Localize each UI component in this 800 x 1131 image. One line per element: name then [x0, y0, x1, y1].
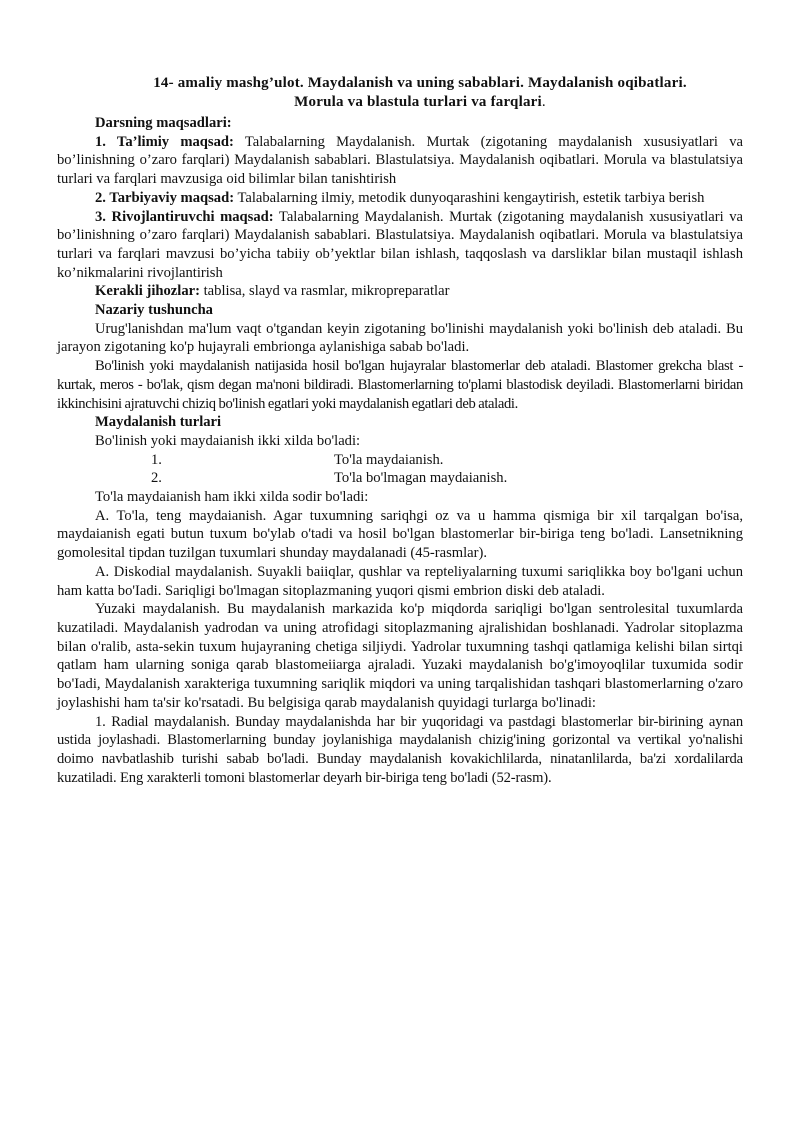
paragraph-radial-cleavage: 1. Radial maydalanish. Bunday maydalanishda har bir yuqoridagi va pastdagi blastomerlar bir-birining aynan ustida joylashadi. Blastomerlarning bunday joylanishiga maydalanish chizig'ining gorizontal va vertikal yo'nalishi doimo navbatlashib turishi sabab bo'ladi. Bunday maydalanish kovakichlilarda, ninatanlilarda, ba'zi xordalilarda kuzatiladi. Eng xarakterli tomoni blastomerlar deyarh bir-biriga teng bo'ladi (52-rasm). [57, 713, 743, 786]
goal-educational-label: 1. Ta’limiy maqsad: [95, 133, 234, 150]
equipment-label: Kerakli jihozlar: [95, 283, 200, 300]
title-line-2-text: Morula va blastula turlari va farqlari [294, 94, 542, 110]
goal-developmental-text: Talabalarning Maydalanish. Murtak (zigotaning maydalanish xususiyatlari va bo’linishning o’zaro farqlari) Maydalanish sabablari. Blastulatsiya. Maydalanish oqibatlari. Morula va blastulatsiya turlari va farqlari mavzusi bo’yicha tabiiy ob’yektlar bilan ishlash, taqqoslash va darsliklar bilan mustaqil ishlash ko’nikmalarini rivojlantirish [57, 208, 743, 281]
goal-upbringing-label: 2. Tarbiyaviy maqsad: [95, 189, 235, 206]
paragraph-superficial-cleavage: Yuzaki maydalanish. Bu maydalanish markazida ko'p miqdorda sariqligi bo'lgan sentrolesital tuxumlarda kuzatiladi. Maydalanish yadrodan va uning atrofidagi sitoplazmaning ajralishidan boshlanadi. Yadrolar sitoplazma bilan o'ralib, asta-sekin tuxum hujayraning chetiga siljiydi. Yadrolar tuxumning tashqi qatlamiga kelishi bilan sirtqi qatlam ham ularning soniga qarab blastomeiiarga ajraladi. Yuzaki maydalanish bo'g'imoyoqlilar tuxumida sodir bo'Iadi, Maydalanish xarakteriga tuxumning sariqlik miqdori va uning tarqalishidan tashqari blastomerlarning o'zaro joylashishi ham ta'sir ko'rsatadi. Bu belgisiga qarab maydalanish quyidagi turlarga bo'linadi: [57, 601, 743, 711]
paragraph-discoidal-cleavage: A. Diskodial maydalanish. Suyakli baiiqlar, qushlar va repteliyalarning tuxumi sariqlikka boy bo'lgani uchun ham katta bo'Iadi. Sariqligi bo'lmagan sitoplazmaning yuqori qismi embrion diski deb ataladi. [57, 563, 743, 599]
list-item-text: To'la bo'lmagan maydaianish. [334, 470, 508, 487]
list-item [57, 469, 743, 488]
types-heading: Maydalanish turlari [95, 414, 222, 431]
list-item-number: 2. [151, 470, 162, 487]
list-item-text: To'la maydaianish. [334, 451, 444, 468]
list-item [57, 451, 743, 470]
types-intro: Bo'linish yoki maydaianish ikki xilda bo'ladi: [95, 432, 361, 449]
theory-heading: Nazariy tushuncha [95, 302, 213, 319]
theory-paragraph-1: Urug'lanishdan ma'lum vaqt o'tgandan keyin zigotaning bo'linishi maydalanish yoki bo'linish deb ataladi. Bu jarayon zigotaning ko'p hujayrali embrionga aylanishiga sabab bo'ladi. [57, 320, 743, 356]
goal-developmental [57, 208, 743, 283]
equipment-text: tablisa, slayd va rasmlar, mikropreparatlar [199, 283, 450, 300]
goal-upbringing [57, 189, 743, 208]
document-title [57, 74, 743, 112]
equipment [57, 282, 743, 301]
title-line-2 [97, 93, 743, 112]
title-line-2-period: . [541, 94, 546, 110]
title-line-1: 14- amaliy mashg’ulot. Maydalanish va uning sabablari. Maydalanish oqibatlari. [153, 75, 687, 91]
goal-upbringing-text: Talabalarning ilmiy, metodik dunyoqarashini kengaytirish, estetik tarbiya berish [234, 189, 705, 206]
goal-educational-text: Talabalarning Maydalanish. Murtak (zigotaning maydalanish xususiyatlari va bo’linishning o’zaro farqlari) Maydalanish sabablari. Blastulatsiya. Maydalanish oqibatlari. Morula va blastulatsiya turlari va farqlari mavzusiga oid bilimlar bilan tanishtirish [57, 133, 743, 188]
goals-heading: Darsning maqsadlari: [95, 115, 232, 131]
goal-educational [57, 133, 743, 189]
list-item-number: 1. [151, 451, 162, 468]
full-cleavage-intro: To'la maydaianish ham ikki xilda sodir bo'ladi: [95, 489, 369, 506]
theory-paragraph-2: Bo'linish yoki maydalanish natijasida hosil bo'lgan hujayralar blastomerlar deb ataladi. Blastomer grekcha blast - kurtak, meros - bo'lak, qism degan ma'noni bildiradi. Blastomerlarning to'plami blastodisk deyiladi. Blastomerlarni biridan ikkinchisini ajratuvchi chiziq bo'linish egatlari yoki maydalanish egatlari deb ataladi. [57, 358, 743, 412]
paragraph-equal-cleavage: A. To'la, teng maydaianish. Agar tuxumning sariqhgi oz va u hamma qismiga bir xil tarqalgan bo'isa, maydaianish egati butun tuxum bo'ylab o'tadi va hosil bo'lgan blastomerlar bir-biriga teng bo'ladi. Lansetnikning gomolesital tipdan tuzilgan tuxumlari shunday maydalanadi (45-rasmlar). [57, 507, 743, 562]
goal-developmental-label: 3. Rivojlantiruvchi maqsad: [95, 208, 274, 225]
